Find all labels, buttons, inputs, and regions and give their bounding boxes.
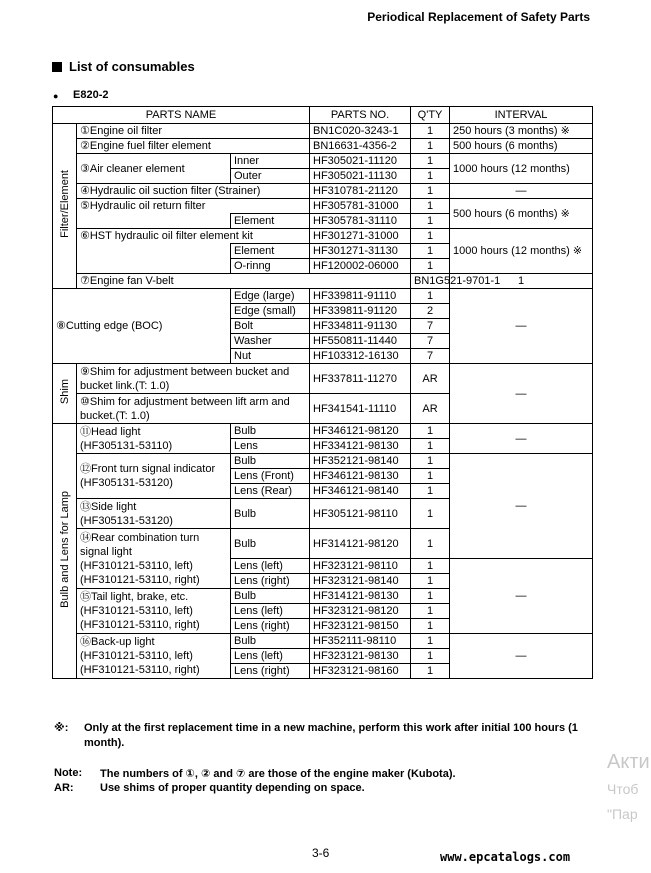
part-number: HF323121-98160: [310, 664, 411, 679]
part-name: ⑥HST hydraulic oil filter element kit: [77, 229, 310, 244]
part-name: ⑩Shim for adjustment between lift arm and bucket.(T: 1.0): [77, 394, 310, 424]
part-number: HF305021-11120: [310, 154, 411, 169]
table-header-row: [53, 107, 593, 124]
part-qty: 1: [411, 259, 450, 274]
part-interval: 500 hours (6 months): [450, 139, 593, 154]
part-name: ⑬Side light (HF305131-53120): [77, 499, 231, 529]
part-number: HF323121-98110: [310, 559, 411, 574]
part-interval: —: [450, 289, 593, 364]
part-qty: 1: [411, 124, 450, 139]
watermark-line-1: Акти: [607, 751, 650, 773]
part-qty: 1: [411, 499, 450, 529]
part-qty: 1: [411, 139, 450, 154]
part-qty: 1: [411, 454, 450, 469]
part-qty: 1: [411, 154, 450, 169]
table-row: [53, 454, 593, 469]
part-number: HF301271-31000: [310, 229, 411, 244]
part-qty: 1: [411, 664, 450, 679]
part-qty: 1: [411, 184, 450, 199]
part-number: HF352121-98140: [310, 454, 411, 469]
part-sub: Lens (right): [231, 619, 310, 634]
table-row: [53, 364, 593, 394]
part-name: ③Air cleaner element: [77, 154, 231, 184]
part-interval: —: [450, 364, 593, 424]
watermark-line-2: Чтоб: [607, 781, 639, 797]
part-name: ⑦Engine fan V-belt: [77, 274, 411, 289]
part-sub: Edge (large): [231, 289, 310, 304]
part-sub: Bulb: [231, 634, 310, 649]
bullet-icon: ●: [53, 91, 59, 101]
part-qty: 7: [411, 334, 450, 349]
part-qty: 7: [411, 319, 450, 334]
part-sub: Element: [231, 214, 310, 229]
part-number: HF339811-91120: [310, 304, 411, 319]
part-qty: 1: [411, 619, 450, 634]
part-name: ⑧Cutting edge (BOC): [53, 289, 231, 364]
part-sub: Lens: [231, 439, 310, 454]
header-qty: Q'TY: [411, 107, 450, 124]
group-label-filter: Filter/Element: [53, 124, 77, 289]
table-row: [53, 274, 593, 289]
group-label-shim: Shim: [53, 364, 77, 424]
table-row: [53, 124, 593, 139]
part-sub: Lens (left): [231, 649, 310, 664]
part-number: HF310781-21120: [310, 184, 411, 199]
part-sub: Lens (Front): [231, 469, 310, 484]
part-number: HF323121-98130: [310, 649, 411, 664]
table-row: [53, 184, 593, 199]
part-number: HF314121-98120: [310, 529, 411, 559]
part-qty: 1: [411, 529, 450, 559]
part-name-cont: [77, 214, 231, 229]
part-sub: O-rinng: [231, 259, 310, 274]
star-note-symbol: ※:: [54, 722, 69, 734]
part-number: HF334811-91130: [310, 319, 411, 334]
section-title: List of consumables: [69, 59, 195, 74]
part-number: HF550811-11440: [310, 334, 411, 349]
part-number: HF305121-98110: [310, 499, 411, 529]
part-number: HF346121-98140: [310, 484, 411, 499]
part-interval: —: [450, 454, 593, 559]
part-sub: Lens (left): [231, 604, 310, 619]
part-number: HF314121-98130: [310, 589, 411, 604]
part-number: HF301271-31130: [310, 244, 411, 259]
part-qty: 7: [411, 349, 450, 364]
table-row: [53, 199, 593, 214]
part-sub: Bulb: [231, 424, 310, 439]
part-interval: —: [450, 184, 593, 199]
part-qty: 1: [411, 604, 450, 619]
page-number: 3-6: [312, 846, 330, 860]
part-qty: 1: [411, 439, 450, 454]
part-sub: Inner: [231, 154, 310, 169]
part-qty: 1: [411, 199, 450, 214]
part-qty: 2: [411, 304, 450, 319]
part-name: ⑤Hydraulic oil return filter: [77, 199, 310, 214]
part-interval: 1000 hours (12 months): [450, 154, 593, 184]
watermark-line-3: "Пар: [607, 806, 638, 822]
part-sub: Washer: [231, 334, 310, 349]
part-interval: 500 hours (6 months) ※: [450, 199, 593, 229]
part-name: ⑪Head light (HF305131-53110): [77, 424, 231, 454]
part-qty: 1: [411, 574, 450, 589]
part-number: HF346121-98120: [310, 424, 411, 439]
section-marker-icon: [52, 62, 62, 72]
table-row: [53, 139, 593, 154]
note-label: Note:: [54, 767, 83, 779]
part-qty: 1: [411, 424, 450, 439]
table-row: [53, 229, 593, 244]
model-name: E820-2: [73, 89, 109, 101]
part-interval: 250 hours (3 months) ※: [450, 124, 593, 139]
part-qty: 1: [411, 214, 450, 229]
part-sub: Lens (Rear): [231, 484, 310, 499]
part-name: ⑯Back-up light (HF310121-53110, left) (HF310121-53110, right): [77, 634, 231, 679]
part-interval: —: [450, 634, 593, 679]
part-interval: —: [450, 559, 593, 634]
table-row: [53, 289, 593, 304]
consumables-table: [52, 106, 593, 679]
part-name-cont: [77, 244, 231, 274]
part-qty: 1: [411, 634, 450, 649]
part-sub: Bulb: [231, 454, 310, 469]
part-number: HF323121-98150: [310, 619, 411, 634]
part-sub: Lens (left): [231, 559, 310, 574]
group-label-lamp: Bulb and Lens for Lamp: [53, 424, 77, 679]
part-qty: 1: [411, 589, 450, 604]
part-name: ⑭Rear combination turn signal light (HF310121-53110, left) (HF310121-53110, right): [77, 529, 231, 589]
part-name: ①Engine oil filter: [77, 124, 310, 139]
header-parts-no: PARTS NO.: [310, 107, 411, 124]
part-number: BN1G521-9701-1: [411, 274, 450, 289]
part-sub: Bulb: [231, 499, 310, 529]
header-parts-name: PARTS NAME: [53, 107, 310, 124]
part-number: HF337811-11270: [310, 364, 411, 394]
part-qty: 1: [450, 274, 593, 289]
part-qty: 1: [411, 244, 450, 259]
part-sub: Nut: [231, 349, 310, 364]
table-row: [53, 424, 593, 439]
part-interval: —: [450, 424, 593, 454]
part-qty: AR: [411, 364, 450, 394]
part-qty: AR: [411, 394, 450, 424]
part-sub: Lens (right): [231, 574, 310, 589]
part-number: HF339811-91110: [310, 289, 411, 304]
part-number: HF346121-98130: [310, 469, 411, 484]
ar-text: Use shims of proper quantity depending on space.: [100, 782, 365, 794]
part-number: HF341541-11110: [310, 394, 411, 424]
part-qty: 1: [411, 484, 450, 499]
part-sub: Lens (right): [231, 664, 310, 679]
table-row: [53, 634, 593, 649]
part-sub: Element: [231, 244, 310, 259]
part-sub: Edge (small): [231, 304, 310, 319]
part-name: ⑨Shim for adjustment between bucket and bucket link.(T: 1.0): [77, 364, 310, 394]
part-number: HF305781-31110: [310, 214, 411, 229]
part-number: HF305781-31000: [310, 199, 411, 214]
part-interval: 1000 hours (12 months) ※: [450, 229, 593, 274]
part-name: ⑮Tail light, brake, etc. (HF310121-53110, left) (HF310121-53110, right): [77, 589, 231, 634]
ar-label: AR:: [54, 782, 74, 794]
part-number: HF323121-98140: [310, 574, 411, 589]
note-text: The numbers of ①, ② and ⑦ are those of the engine maker (Kubota).: [100, 768, 456, 780]
part-sub: Bolt: [231, 319, 310, 334]
table-row: [53, 154, 593, 169]
part-number: HF305021-11130: [310, 169, 411, 184]
site-url: www.epcatalogs.com: [440, 850, 571, 864]
part-sub: Bulb: [231, 529, 310, 559]
part-number: BN16631-4356-2: [310, 139, 411, 154]
part-number: HF352111-98110: [310, 634, 411, 649]
part-sub: Outer: [231, 169, 310, 184]
part-qty: 1: [411, 169, 450, 184]
header-interval: INTERVAL: [450, 107, 593, 124]
part-name: ④Hydraulic oil suction filter (Strainer): [77, 184, 310, 199]
part-name: ⑫Front turn signal indicator (HF305131-53120): [77, 454, 231, 499]
part-name: ②Engine fuel filter element: [77, 139, 310, 154]
part-number: BN1C020-3243-1: [310, 124, 411, 139]
part-number: HF323121-98120: [310, 604, 411, 619]
part-qty: 1: [411, 289, 450, 304]
part-qty: 1: [411, 469, 450, 484]
star-note-text: Only at the first replacement time in a new machine, perform this work after initial 100 hours (1 month).: [84, 722, 578, 749]
page-header-title: Periodical Replacement of Safety Parts: [367, 10, 590, 24]
part-qty: 1: [411, 559, 450, 574]
part-qty: 1: [411, 229, 450, 244]
part-sub: Bulb: [231, 589, 310, 604]
part-number: HF103312-16130: [310, 349, 411, 364]
part-qty: 1: [411, 649, 450, 664]
part-number: HF120002-06000: [310, 259, 411, 274]
part-number: HF334121-98130: [310, 439, 411, 454]
